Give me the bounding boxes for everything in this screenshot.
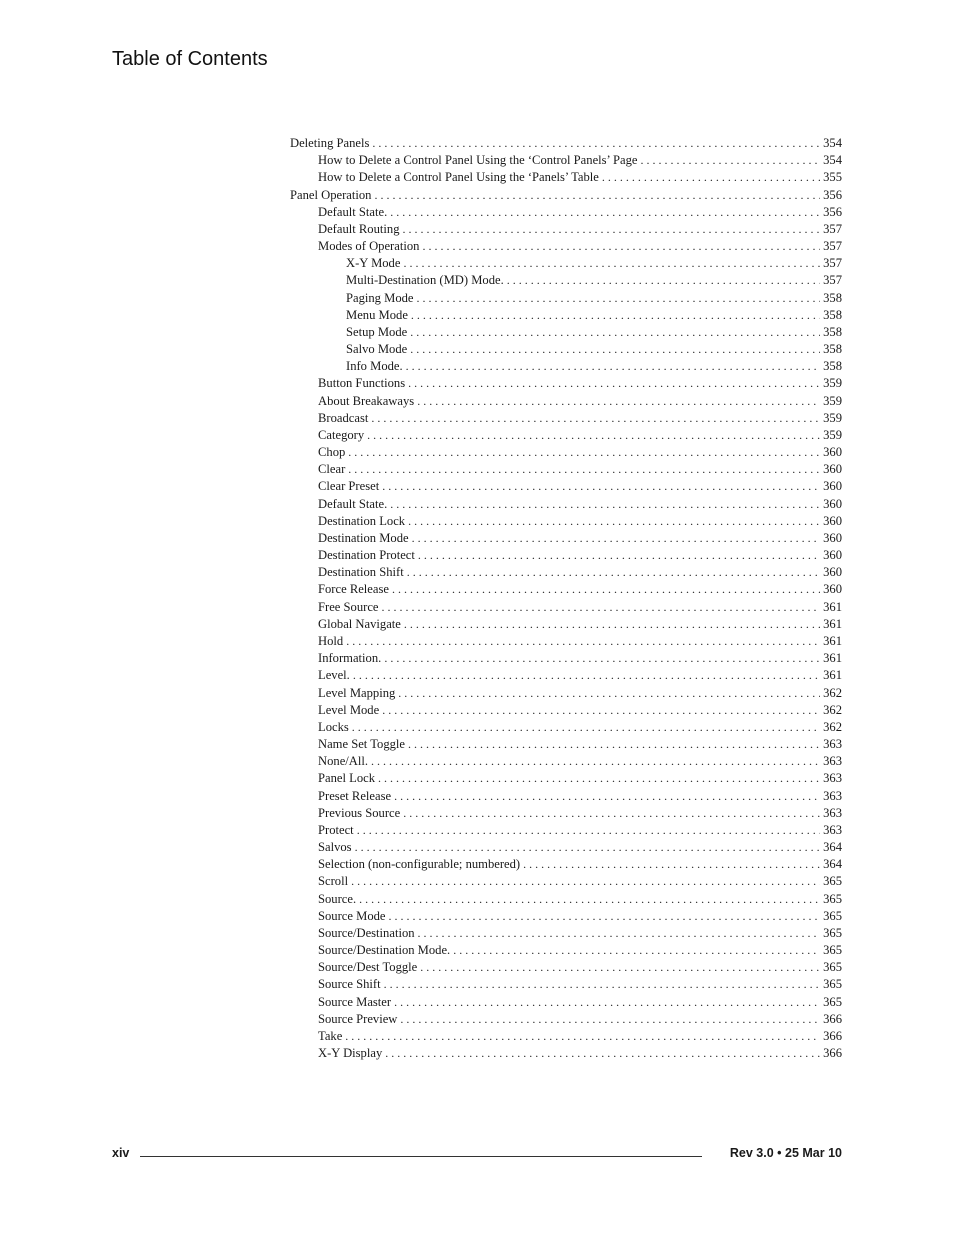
toc-entry[interactable] bbox=[290, 599, 842, 616]
toc-dot-leader bbox=[359, 891, 820, 908]
toc-entry-page: 355 bbox=[823, 170, 842, 185]
toc-entry[interactable] bbox=[290, 255, 842, 272]
toc-entry-title: Category bbox=[318, 427, 365, 442]
toc-dot-leader bbox=[353, 667, 820, 684]
toc-entry[interactable] bbox=[290, 616, 842, 633]
toc-entry[interactable] bbox=[290, 393, 842, 410]
toc-entry-page: 363 bbox=[823, 822, 842, 837]
toc-entry-title: Multi-Destination (MD) Mode. bbox=[346, 273, 504, 288]
toc-entry-title: Panel Lock bbox=[318, 771, 376, 786]
toc-entry[interactable] bbox=[290, 719, 842, 736]
toc-entry[interactable] bbox=[290, 891, 842, 908]
toc-entry-page: 360 bbox=[823, 530, 842, 545]
toc-entry-title: Hold bbox=[318, 633, 344, 648]
toc-entry[interactable] bbox=[290, 685, 842, 702]
toc-entry[interactable] bbox=[290, 341, 842, 358]
toc-entry-page: 360 bbox=[823, 479, 842, 494]
toc-entry[interactable] bbox=[290, 307, 842, 324]
toc-dot-leader bbox=[408, 375, 820, 392]
toc-dot-leader bbox=[382, 478, 820, 495]
toc-entry-page: 360 bbox=[823, 462, 842, 477]
toc-entry[interactable] bbox=[290, 427, 842, 444]
toc-entry-page: 361 bbox=[823, 599, 842, 614]
toc-dot-leader bbox=[382, 702, 820, 719]
toc-entry[interactable] bbox=[290, 169, 842, 186]
toc-entry[interactable] bbox=[290, 461, 842, 478]
toc-dot-leader bbox=[384, 976, 820, 993]
toc-dot-leader bbox=[422, 238, 820, 255]
toc-dot-leader bbox=[453, 942, 820, 959]
toc-entry-page: 363 bbox=[823, 805, 842, 820]
toc-entry[interactable] bbox=[290, 925, 842, 942]
toc-dot-leader bbox=[403, 221, 821, 238]
toc-dot-leader bbox=[410, 324, 820, 341]
toc-entry-title: Info Mode. bbox=[346, 359, 403, 374]
toc-entry-title: X-Y Display bbox=[318, 1046, 383, 1061]
toc-entry[interactable] bbox=[290, 135, 842, 152]
toc-entry-page: 358 bbox=[823, 359, 842, 374]
toc-entry-page: 365 bbox=[823, 994, 842, 1009]
toc-entry[interactable] bbox=[290, 1045, 842, 1062]
toc-entry-title: Clear bbox=[318, 462, 346, 477]
toc-entry[interactable] bbox=[290, 221, 842, 238]
toc-entry-page: 366 bbox=[823, 1011, 842, 1026]
toc-entry[interactable] bbox=[290, 444, 842, 461]
toc-dot-leader bbox=[392, 581, 820, 598]
toc-entry-page: 361 bbox=[823, 651, 842, 666]
toc-entry-page: 360 bbox=[823, 548, 842, 563]
toc-entry-title: Source. bbox=[318, 891, 357, 906]
toc-entry-title: Source Master bbox=[318, 994, 392, 1009]
toc-entry-title: Destination Shift bbox=[318, 565, 404, 580]
toc-entry-title: Source Shift bbox=[318, 977, 381, 992]
toc-entry-title: Destination Mode bbox=[318, 530, 409, 545]
toc-entry-title: Default State. bbox=[318, 204, 388, 219]
toc-entry-page: 359 bbox=[823, 427, 842, 442]
toc-entry-page: 357 bbox=[823, 221, 842, 236]
toc-entry-title: Button Functions bbox=[318, 376, 406, 391]
toc-entry-title: Previous Source bbox=[318, 805, 401, 820]
toc-entry-title: Scroll bbox=[318, 874, 349, 889]
toc-entry-title: Source Preview bbox=[318, 1011, 398, 1026]
toc-entry-page: 364 bbox=[823, 840, 842, 855]
toc-entry-page: 357 bbox=[823, 273, 842, 288]
toc-entry-title: Source/Destination bbox=[318, 925, 415, 940]
toc-entry[interactable] bbox=[290, 822, 842, 839]
toc-entry-title: Locks bbox=[318, 719, 349, 734]
table-of-contents bbox=[290, 135, 842, 1062]
toc-entry-title: About Breakaways bbox=[318, 393, 415, 408]
toc-entry-title: Source/Dest Toggle bbox=[318, 960, 418, 975]
toc-entry-title: Salvos bbox=[318, 840, 352, 855]
toc-entry-page: 360 bbox=[823, 582, 842, 597]
toc-dot-leader bbox=[403, 255, 820, 272]
toc-dot-leader bbox=[406, 358, 820, 375]
toc-dot-leader bbox=[390, 204, 820, 221]
toc-dot-leader bbox=[400, 1011, 820, 1028]
toc-entry[interactable] bbox=[290, 547, 842, 564]
toc-dot-leader bbox=[371, 410, 820, 427]
toc-entry[interactable] bbox=[290, 1028, 842, 1045]
toc-dot-leader bbox=[411, 307, 820, 324]
toc-dot-leader bbox=[410, 341, 820, 358]
toc-entry-title: Protect bbox=[318, 822, 354, 837]
toc-dot-leader bbox=[417, 393, 820, 410]
toc-dot-leader bbox=[523, 856, 820, 873]
toc-dot-leader bbox=[389, 908, 821, 925]
toc-dot-leader bbox=[403, 805, 820, 822]
toc-entry[interactable] bbox=[290, 942, 842, 959]
toc-dot-leader bbox=[352, 719, 820, 736]
footer-page-number: xiv bbox=[112, 1146, 130, 1160]
toc-entry-title: Setup Mode bbox=[346, 324, 408, 339]
toc-dot-leader bbox=[348, 444, 820, 461]
toc-entry[interactable] bbox=[290, 770, 842, 787]
toc-entry-title: Default State. bbox=[318, 496, 388, 511]
toc-entry[interactable] bbox=[290, 856, 842, 873]
toc-entry[interactable] bbox=[290, 667, 842, 684]
page-title: Table of Contents bbox=[112, 48, 268, 70]
toc-entry-title: How to Delete a Control Panel Using the ‘Panels’ Table bbox=[318, 170, 599, 185]
toc-entry-page: 360 bbox=[823, 513, 842, 528]
toc-entry-page: 358 bbox=[823, 342, 842, 357]
toc-entry-page: 366 bbox=[823, 1028, 842, 1043]
toc-entry-title: X-Y Mode bbox=[346, 256, 401, 271]
toc-entry-page: 365 bbox=[823, 925, 842, 940]
toc-dot-leader bbox=[407, 564, 820, 581]
toc-entry-page: 362 bbox=[823, 685, 842, 700]
toc-dot-leader bbox=[374, 187, 820, 204]
toc-dot-leader bbox=[408, 513, 820, 530]
toc-entry-page: 365 bbox=[823, 943, 842, 958]
toc-entry-page: 361 bbox=[823, 668, 842, 683]
toc-entry-title: Name Set Toggle bbox=[318, 737, 406, 752]
toc-entry-page: 365 bbox=[823, 874, 842, 889]
toc-entry[interactable] bbox=[290, 1011, 842, 1028]
toc-dot-leader bbox=[367, 427, 820, 444]
toc-entry-page: 365 bbox=[823, 891, 842, 906]
toc-entry-page: 364 bbox=[823, 857, 842, 872]
toc-entry[interactable] bbox=[290, 530, 842, 547]
toc-dot-leader bbox=[640, 152, 820, 169]
toc-entry[interactable] bbox=[290, 204, 842, 221]
toc-entry[interactable] bbox=[290, 976, 842, 993]
toc-entry-title: Selection (non-configurable; numbered) bbox=[318, 857, 521, 872]
toc-entry[interactable] bbox=[290, 753, 842, 770]
toc-entry-title: Level. bbox=[318, 668, 350, 683]
toc-entry-title: Information. bbox=[318, 651, 382, 666]
toc-entry-page: 366 bbox=[823, 1046, 842, 1061]
toc-dot-leader bbox=[378, 770, 820, 787]
toc-entry-page: 357 bbox=[823, 239, 842, 254]
toc-dot-leader bbox=[348, 461, 820, 478]
toc-entry-title: Preset Release bbox=[318, 788, 392, 803]
toc-entry-title: Force Release bbox=[318, 582, 389, 597]
toc-entry[interactable] bbox=[290, 650, 842, 667]
footer-revision: Rev 3.0 • 25 Mar 10 bbox=[729, 1146, 842, 1160]
toc-entry-title: Level Mode bbox=[318, 702, 380, 717]
toc-entry[interactable] bbox=[290, 873, 842, 890]
toc-entry-title: Deleting Panels bbox=[290, 136, 370, 150]
toc-entry-title: How to Delete a Control Panel Using the ‘Control Panels’ Page bbox=[318, 153, 638, 168]
toc-entry[interactable] bbox=[290, 358, 842, 375]
toc-dot-leader bbox=[355, 839, 821, 856]
toc-entry-title: Global Navigate bbox=[318, 616, 401, 631]
toc-entry-page: 363 bbox=[823, 754, 842, 769]
toc-dot-leader bbox=[382, 599, 821, 616]
toc-dot-leader bbox=[417, 290, 821, 307]
toc-entry[interactable] bbox=[290, 702, 842, 719]
toc-dot-leader bbox=[507, 272, 820, 289]
toc-entry-page: 365 bbox=[823, 960, 842, 975]
toc-entry[interactable] bbox=[290, 736, 842, 753]
toc-entry-page: 360 bbox=[823, 445, 842, 460]
toc-entry-title: Broadcast bbox=[318, 410, 369, 425]
toc-entry-page: 358 bbox=[823, 307, 842, 322]
toc-entry[interactable] bbox=[290, 959, 842, 976]
toc-entry[interactable] bbox=[290, 238, 842, 255]
toc-entry[interactable] bbox=[290, 633, 842, 650]
toc-dot-leader bbox=[394, 994, 820, 1011]
toc-dot-leader bbox=[357, 822, 820, 839]
toc-entry-title: Destination Lock bbox=[318, 513, 406, 528]
toc-entry-page: 362 bbox=[823, 702, 842, 717]
toc-entry-page: 359 bbox=[823, 410, 842, 425]
toc-entry-page: 354 bbox=[823, 136, 842, 150]
toc-entry-page: 357 bbox=[823, 256, 842, 271]
toc-entry[interactable] bbox=[290, 496, 842, 513]
toc-entry[interactable] bbox=[290, 908, 842, 925]
toc-entry[interactable] bbox=[290, 324, 842, 341]
toc-entry-page: 363 bbox=[823, 788, 842, 803]
toc-dot-leader bbox=[394, 788, 820, 805]
toc-entry-title: Source/Destination Mode. bbox=[318, 943, 451, 958]
toc-entry-title: Source Mode bbox=[318, 908, 386, 923]
toc-dot-leader bbox=[385, 1045, 820, 1062]
toc-dot-leader bbox=[398, 685, 820, 702]
toc-dot-leader bbox=[390, 496, 820, 513]
toc-entry-page: 361 bbox=[823, 633, 842, 648]
toc-dot-leader bbox=[412, 530, 821, 547]
toc-entry[interactable] bbox=[290, 788, 842, 805]
toc-entry[interactable] bbox=[290, 410, 842, 427]
toc-entry-title: Destination Protect bbox=[318, 548, 415, 563]
toc-entry[interactable] bbox=[290, 805, 842, 822]
toc-entry[interactable] bbox=[290, 581, 842, 598]
toc-dot-leader bbox=[372, 135, 820, 152]
toc-entry[interactable] bbox=[290, 152, 842, 169]
toc-entry-page: 359 bbox=[823, 393, 842, 408]
toc-entry-title: Clear Preset bbox=[318, 479, 380, 494]
toc-entry-page: 360 bbox=[823, 496, 842, 511]
toc-dot-leader bbox=[351, 873, 820, 890]
toc-entry[interactable] bbox=[290, 478, 842, 495]
toc-dot-leader bbox=[418, 547, 820, 564]
toc-entry-page: 360 bbox=[823, 565, 842, 580]
toc-entry[interactable] bbox=[290, 994, 842, 1011]
toc-entry-title: Free Source bbox=[318, 599, 379, 614]
toc-entry[interactable] bbox=[290, 290, 842, 307]
toc-dot-leader bbox=[602, 169, 820, 186]
toc-entry[interactable] bbox=[290, 564, 842, 581]
toc-entry-title: Panel Operation bbox=[290, 187, 372, 202]
toc-entry-page: 363 bbox=[823, 771, 842, 786]
toc-entry-title: Modes of Operation bbox=[318, 239, 420, 254]
toc-entry-page: 361 bbox=[823, 616, 842, 631]
toc-dot-leader bbox=[345, 1028, 820, 1045]
toc-entry[interactable] bbox=[290, 272, 842, 289]
toc-dot-leader bbox=[346, 633, 820, 650]
toc-dot-leader bbox=[420, 959, 820, 976]
toc-entry-title: Salvo Mode bbox=[346, 342, 408, 357]
toc-dot-leader bbox=[408, 736, 820, 753]
toc-entry-page: 358 bbox=[823, 290, 842, 305]
toc-entry[interactable] bbox=[290, 187, 842, 204]
toc-entry-title: Take bbox=[318, 1028, 343, 1043]
toc-dot-leader bbox=[384, 650, 820, 667]
toc-entry-page: 363 bbox=[823, 737, 842, 752]
toc-entry-page: 359 bbox=[823, 376, 842, 391]
toc-entry-page: 354 bbox=[823, 153, 842, 168]
toc-entry[interactable] bbox=[290, 839, 842, 856]
toc-entry-page: 356 bbox=[823, 204, 842, 219]
toc-entry[interactable] bbox=[290, 375, 842, 392]
toc-entry-page: 365 bbox=[823, 908, 842, 923]
toc-entry-title: Paging Mode bbox=[346, 290, 414, 305]
toc-entry[interactable] bbox=[290, 513, 842, 530]
toc-entry-title: Chop bbox=[318, 445, 346, 460]
toc-dot-leader bbox=[418, 925, 821, 942]
toc-entry-title: Level Mapping bbox=[318, 685, 396, 700]
toc-entry-page: 365 bbox=[823, 977, 842, 992]
toc-entry-page: 362 bbox=[823, 719, 842, 734]
toc-entry-title: Default Routing bbox=[318, 221, 400, 236]
toc-entry-page: 358 bbox=[823, 324, 842, 339]
toc-dot-leader bbox=[404, 616, 820, 633]
toc-entry-title: Menu Mode bbox=[346, 307, 408, 322]
toc-entry-page: 356 bbox=[823, 187, 842, 202]
footer-rule bbox=[140, 1156, 702, 1157]
toc-dot-leader bbox=[371, 753, 820, 770]
toc-entry-title: None/All. bbox=[318, 754, 369, 769]
